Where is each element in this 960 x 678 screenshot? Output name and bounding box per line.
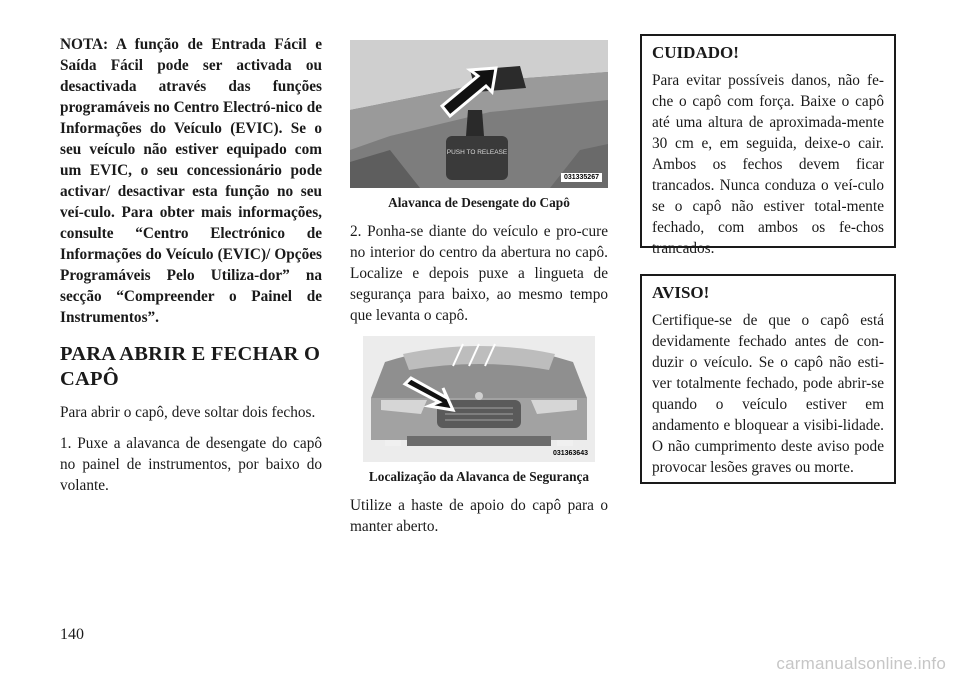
figure-2-caption: Localização da Alavanca de Segurança bbox=[368, 469, 590, 484]
right-column bbox=[640, 34, 896, 484]
step-2-paragraph: 2. Ponha-se diante do veículo e pro-cure no interior do centro da abertura no capô. Localize e depois puxe a lingueta de segurança para baixo, ao mesmo tempo que levanta o capô. bbox=[350, 223, 608, 324]
step-1-paragraph: 1. Puxe a alavanca de desengate do capô no painel de instrumentos, por baixo do volante. bbox=[60, 435, 322, 494]
warning-text: Certifique-se de que o capô está devidamente fechado antes de con-duzir o veículo. Se o capô não esti-ver totalmente fechado, pode abrir-se quando o veículo estiver em andamento e bloquear a visibi-lidade. O não cumprimento deste aviso pode provocar lesões graves ou morte. bbox=[652, 312, 884, 476]
warning-title: AVISO! bbox=[652, 283, 710, 302]
caution-text: Para evitar possíveis danos, não fe-che o capô com força. Baixe o capô até uma altura de aproximada-mente 30 cm e, em seguida, deixe-o cair. Ambos os fechos devem ficar trancados. Nunca conduza o veí-culo se o capô não estiver total-mente fechado, com ambos os fe-chos trancados. bbox=[652, 72, 884, 257]
support-rod-paragraph: Utilize a haste de apoio do capô para o manter aberto. bbox=[350, 497, 608, 535]
intro-paragraph: Para abrir o capô, deve soltar dois fechos. bbox=[60, 404, 316, 421]
caution-title: CUIDADO! bbox=[652, 43, 739, 62]
vehicle-front-illustration bbox=[363, 336, 595, 462]
figure-2-code: 031363643 bbox=[552, 450, 588, 457]
lever-label-text: PUSH TO RELEASE bbox=[446, 149, 508, 156]
hood-release-lever-image bbox=[350, 40, 608, 188]
page-number: 140 bbox=[60, 626, 84, 643]
note-paragraph: NOTA: A função de Entrada Fácil e Saída Fácil pode ser activada ou desactivada através das funções programáveis no Centro Electró-nico de Informações do Veículo (EVIC). Se o seu veículo não estiver equipado com um EVIC, o seu concessionário pode activar/ desactivar esta função no seu veí-culo. Para obter mais informações, consulte “Centro Electrónico de Informações do Veículo (EVIC)/ Opções Programáveis Pelo Utiliza-dor” na secção “Compreender o Painel de Instrumentos”. bbox=[60, 36, 322, 326]
left-column bbox=[60, 34, 322, 506]
figure-1-code: 031335267 bbox=[561, 173, 602, 182]
warning-box bbox=[640, 274, 896, 484]
hood-release-lever-illustration bbox=[350, 40, 608, 188]
safety-latch-location-image bbox=[363, 336, 595, 462]
caution-box bbox=[640, 34, 896, 257]
watermark: carmanualsonline.info bbox=[776, 654, 946, 673]
figure-1-caption: Alavanca de Desengate do Capô bbox=[388, 195, 570, 210]
section-title: PARA ABRIR E FECHAR O CAPÔ bbox=[60, 343, 321, 390]
middle-column bbox=[350, 34, 608, 547]
